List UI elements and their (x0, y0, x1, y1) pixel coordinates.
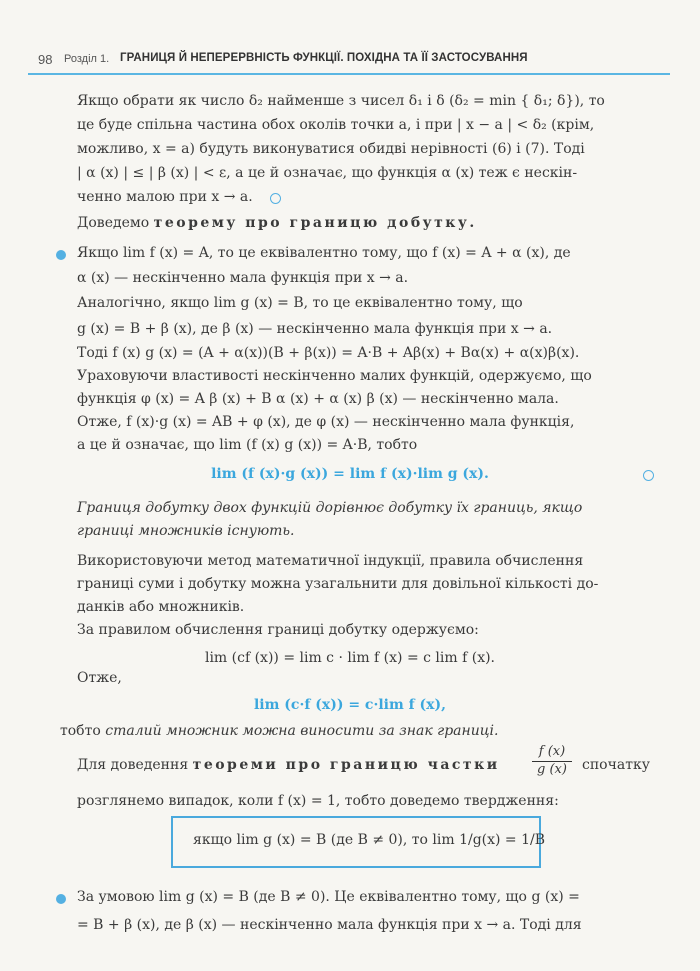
formula-constant-factor: lim (c·f (x)) = c·lim f (x), (253, 697, 447, 713)
quotient-bold: теореми про границю частки (192, 757, 500, 773)
chapter-title: ГРАНИЦЯ Й НЕПЕРЕРВНІСТЬ ФУНКЦІЇ. ПОХІДНА ТА ЇЇ ЗАСТОСУВАННЯ (120, 52, 528, 64)
fraction-denominator: g (x) (532, 761, 572, 777)
para1-line3: можливо, x = a) будуть виконуватися обидві нерівності (6) і (7). Тоді (77, 141, 585, 157)
para4-line2: = B + β (x), де β (x) — нескінченно мала функція при x → a. Тоді для (77, 917, 582, 933)
para2-line5: Тоді f (x) g (x) = (A + α(x))(B + β(x)) = A·B + Aβ(x) + Bα(x) + α(x)β(x). (77, 345, 580, 361)
para3-line4: За правилом обчислення границі добутку одержуємо: (77, 622, 479, 638)
prove-product-prefix: Доведемо (77, 215, 150, 231)
quotient-prefix: Для доведення (77, 757, 189, 773)
prove-product-heading (77, 215, 477, 231)
end-of-proof-icon (270, 193, 281, 204)
para2-line4: g (x) = B + β (x), де β (x) — нескінченно мала функція при x → a. (77, 321, 553, 337)
para1-line4: | α (x) | ≤ | β (x) | < ε, а це й означає, що функція α (x) теж є нескін- (77, 165, 578, 181)
constant-rule-prefix: тобто (60, 723, 101, 739)
section-label: Розділ 1. (64, 53, 110, 65)
para3-line3: данків або множників. (77, 599, 245, 615)
para1-line1: Якщо обрати як число δ₂ найменше з чисел δ₁ і δ (δ₂ = min { δ₁; δ}), то (77, 93, 605, 109)
page-header (0, 46, 700, 76)
para1-line2: це буде спільна частина обох околів точки a, і при | x − a | < δ₂ (крім, (77, 117, 595, 133)
prove-product-bold: теорему про границю добутку. (153, 215, 477, 231)
fraction-numerator: f (x) (538, 744, 566, 759)
constant-rule (60, 723, 498, 739)
consider-line: розглянемо випадок, коли f (x) = 1, тобто доведемо твердження: (77, 793, 559, 809)
para2-line9: а це й означає, що lim (f (x) g (x)) = A·B, тобто (77, 437, 418, 453)
formula-constant-product: lim (cf (x)) = lim c · lim f (x) = c lim f (x). (204, 650, 496, 666)
para2-line1: Якщо lim f (x) = A, то це еквівалентно тому, що f (x) = A + α (x), де (77, 245, 571, 261)
rule-product-line1: Границя добутку двох функцій дорівнює добутку їх границь, якщо (77, 500, 583, 516)
otzhe-label: Отже, (77, 670, 122, 686)
bullet-icon (56, 250, 66, 260)
para4-line1: За умовою lim g (x) = B (де B ≠ 0). Це еквівалентно тому, що g (x) = (77, 889, 580, 905)
quotient-statement-box (171, 816, 546, 868)
bullet-icon (56, 894, 66, 904)
para2-line8: Отже, f (x)·g (x) = AB + φ (x), де φ (x) — нескінченно мала функція, (77, 414, 575, 430)
header-rule (28, 73, 670, 75)
quotient-fraction (532, 744, 572, 777)
quotient-suffix: спочатку (582, 757, 650, 773)
constant-rule-italic: сталий множник можна виносити за знак границі. (105, 723, 499, 739)
para2-line2: α (x) — нескінченно мала функція при x → a. (77, 270, 409, 286)
quotient-heading (77, 757, 500, 773)
para3-line1: Використовуючи метод математичної індукції, правила обчислення (77, 553, 584, 569)
formula-product-limit: lim (f (x)·g (x)) = lim f (x)·lim g (x). (211, 466, 489, 482)
para1-line5: ченно малою при x → a. (77, 189, 253, 205)
para3-line2: границі суми і добутку можна узагальнити для довільної кількості до- (77, 576, 599, 592)
para2-line3: Аналогічно, якщо lim g (x) = B, то це еквівалентно тому, що (77, 295, 523, 311)
rule-product-line2: границі множників існують. (77, 523, 295, 539)
para2-line6: Ураховуючи властивості нескінченно малих функцій, одержуємо, що (77, 368, 592, 384)
para2-line7: функція φ (x) = A β (x) + B α (x) + α (x) β (x) — нескінченно мала. (77, 391, 559, 407)
end-of-proof-icon (643, 470, 654, 481)
quotient-statement: якщо lim g (x) = B (де B ≠ 0), то lim 1/g(x) = 1/B (193, 832, 546, 848)
page-number: 98 (38, 52, 53, 67)
